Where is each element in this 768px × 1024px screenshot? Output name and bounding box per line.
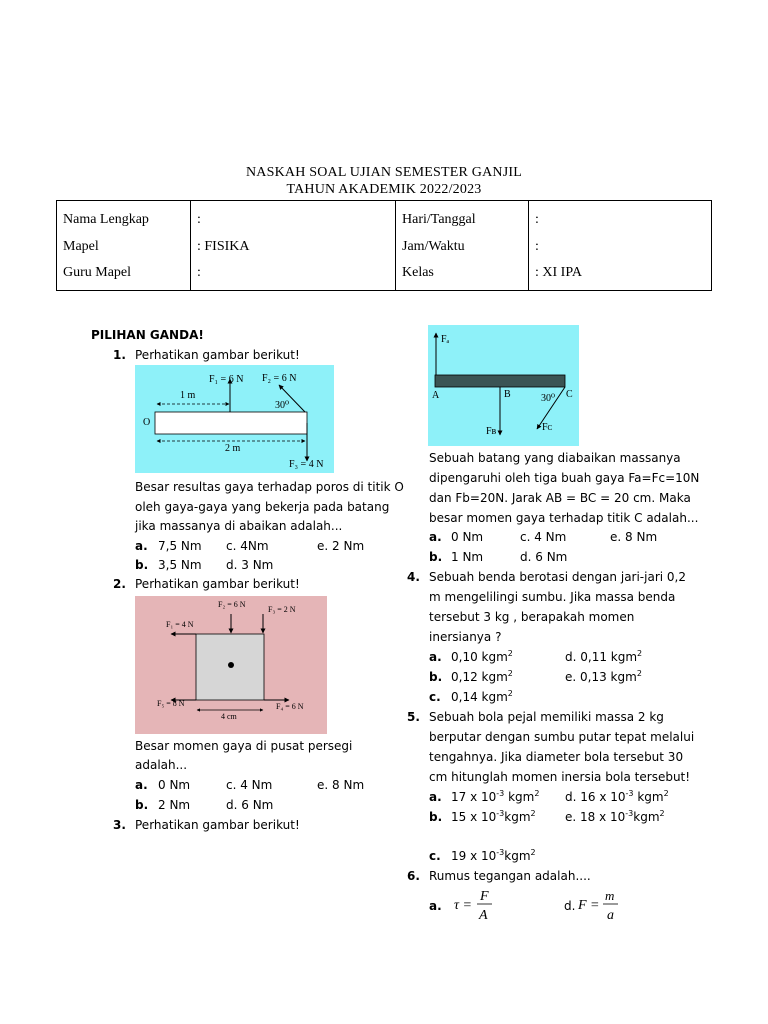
q2-number: 2. <box>113 577 126 591</box>
q6-formula-d-numerator: m <box>605 888 615 903</box>
q2-center-dot <box>228 662 234 668</box>
q2-side-label: 4 cm <box>221 712 237 721</box>
q4-option-a: 0,10 kgm$^2$ <box>451 649 513 664</box>
q2-text-2: adalah... <box>135 758 188 772</box>
q2-option-c: c. 4 Nm <box>226 778 273 792</box>
q3-number: 3. <box>113 818 126 832</box>
q2-option-d: d. 6 Nm <box>226 798 274 812</box>
q2-f5-label: F₅ = 8 N <box>157 699 185 708</box>
jam-value: : <box>535 238 539 254</box>
q4-option-b: 0,12 kgm$^2$ <box>451 669 513 684</box>
q5-option-d: d. 16 x $10^{-3}$ kgm$^2$ <box>565 789 669 804</box>
q3-option-a-letter: a. <box>429 530 442 544</box>
q5-text-3: tengahnya. Jika diameter bola tersebut 30 <box>429 750 684 764</box>
hari-value: : <box>535 212 539 227</box>
q1-text-2: oleh gaya-gaya yang bekerja pada batang <box>135 500 390 514</box>
q3-option-d: d. 6 Nm <box>520 550 568 564</box>
exam-title: NASKAH SOAL UJIAN SEMESTER GANJIL <box>246 165 522 180</box>
q2-f3-label: F₃ = 2 N <box>268 605 296 614</box>
mapel-value: : FISIKA <box>197 238 250 254</box>
q3-fc-label: Fᴄ <box>542 422 553 433</box>
q1-origin-label: O <box>143 417 151 428</box>
q6-formula-d-denominator: a <box>607 908 614 923</box>
guru-value: : <box>197 265 201 280</box>
q2-option-a-letter: a. <box>135 778 148 792</box>
q5-option-c-letter: c. <box>429 849 441 863</box>
nama-label: Nama Lengkap <box>63 212 149 227</box>
q1-option-a: 7,5 Nm <box>158 539 202 553</box>
q3-angle-label: 30⁰ <box>541 393 556 404</box>
q6-formula-a-lhs: τ = <box>454 898 472 913</box>
q2-option-e: e. 8 Nm <box>317 778 365 792</box>
q5-text-4: cm hitunglah momen inersia bola tersebut! <box>429 770 691 784</box>
q3-figure <box>428 325 579 446</box>
q1-text-1: Besar resultas gaya terhadap poros di titik O <box>135 480 404 494</box>
mapel-label: Mapel <box>63 238 99 254</box>
info-values-left <box>191 201 396 291</box>
q3-bar <box>435 375 565 387</box>
kelas-label: Kelas <box>402 265 434 280</box>
q2-option-b-letter: b. <box>135 798 149 812</box>
q1-option-a-letter: a. <box>135 539 148 553</box>
q1-f2-label: F₂ = 6 N <box>262 373 297 384</box>
info-labels-left <box>57 201 191 291</box>
q5-option-a: 17 x $10^{-3}$ kgm$^2$ <box>451 789 540 804</box>
q1-option-e: e. 2 Nm <box>317 539 365 553</box>
student-info-table <box>56 200 712 291</box>
q2-figure <box>135 596 327 734</box>
info-labels-right <box>396 201 529 291</box>
hari-label: Hari/Tanggal <box>402 212 476 227</box>
q4-option-a-letter: a. <box>429 650 442 664</box>
q1-option-d: d. 3 Nm <box>226 558 274 572</box>
q2-f1-label: F₁ = 4 N <box>166 620 194 629</box>
q4-option-d: d. 0,11 kgm$^2$ <box>565 649 643 664</box>
q3-prompt: Perhatikan gambar berikut! <box>135 818 300 832</box>
q3-text-3: dan Fb=20N. Jarak AB = BC = 20 cm. Maka <box>429 491 691 505</box>
q1-number: 1. <box>113 348 126 362</box>
q6-formula-a-numerator: F <box>480 889 489 904</box>
q4-option-b-letter: b. <box>429 670 443 684</box>
q3-option-b: 1 Nm <box>451 550 484 564</box>
q1-dim-2m-label: 2 m <box>225 443 241 454</box>
exam-subtitle: TAHUN AKADEMIK 2022/2023 <box>286 182 482 197</box>
q1-prompt: Perhatikan gambar berikut! <box>135 348 300 362</box>
q4-text-2: m mengelilingi sumbu. Jika massa benda <box>429 590 676 604</box>
q4-text-4: inersianya ? <box>429 630 502 644</box>
q5-option-c: 19 x $10^{-3}kgm^2$ <box>451 848 536 863</box>
q1-text-3: jika massanya di abaikan adalah... <box>135 519 343 533</box>
q2-f4-label: F₄ = 6 N <box>276 702 304 711</box>
q3-point-b: B <box>504 389 511 400</box>
q4-option-e: e. 0,13 kgm$^2$ <box>565 669 642 684</box>
q6-formula-a <box>452 885 502 927</box>
q4-text-3: tersebut 3 kg , berapakah momen <box>429 610 635 624</box>
q5-text-2: berputar dengan sumbu putar tepat melalui <box>429 730 695 744</box>
q6-number: 6. <box>407 869 420 883</box>
q2-text-1: Besar momen gaya di pusat persegi <box>135 739 353 753</box>
q6-prompt: Rumus tegangan adalah.... <box>429 869 591 883</box>
q4-option-c: 0,14 kgm$^2$ <box>451 689 513 704</box>
q1-bar <box>155 412 307 434</box>
section-title: PILIHAN GANDA! <box>91 328 204 342</box>
q4-text-1: Sebuah benda berotasi dengan jari-jari 0,2 <box>429 570 686 584</box>
q5-option-b: 15 x $10^{-3}kgm^2$ <box>451 809 536 824</box>
q3-text-4: besar momen gaya terhadap titik C adalah... <box>429 511 699 525</box>
q1-f1-label: F₁ = 6 N <box>209 374 244 385</box>
q3-point-a: A <box>432 390 440 401</box>
q1-option-b: 3,5 Nm <box>158 558 202 572</box>
q1-f3-label: F₃ = 4 N <box>289 459 324 470</box>
q1-angle-label: 30⁰ <box>275 400 290 411</box>
q5-option-a-letter: a. <box>429 790 442 804</box>
q5-option-e: e. 18 x $10^{-3}kgm^2$ <box>565 809 665 824</box>
q2-f2-label: F₂ = 6 N <box>218 600 246 609</box>
q3-option-a: 0 Nm <box>451 530 484 544</box>
q3-option-b-letter: b. <box>429 550 443 564</box>
q1-dim-1m-label: 1 m <box>180 390 196 401</box>
q3-option-e: e. 8 Nm <box>610 530 658 544</box>
q3-text-1: Sebuah batang yang diabaikan massanya <box>429 451 681 465</box>
q4-option-c-letter: c. <box>429 690 441 704</box>
q5-number: 5. <box>407 710 420 724</box>
q5-option-b-letter: b. <box>429 810 443 824</box>
kelas-value: : XI IPA <box>535 265 582 280</box>
q6-option-a-letter: a. <box>429 899 442 913</box>
q3-text-2: dipengaruhi oleh tiga buah gaya Fa=Fc=10N <box>429 471 700 485</box>
q1-option-c: c. 4Nm <box>226 539 269 553</box>
q6-formula-d-lhs: F = <box>578 898 600 913</box>
q1-figure <box>135 365 334 473</box>
q6-formula-d <box>576 885 626 927</box>
q6-option-d-letter: d. <box>564 899 576 913</box>
q2-option-b: 2 Nm <box>158 798 191 812</box>
q6-formula-a-denominator: A <box>479 908 488 923</box>
q3-point-c: C <box>566 389 573 400</box>
q3-fa-label: Fₐ <box>441 334 450 345</box>
q3-fb-label: Fʙ <box>486 426 497 437</box>
guru-label: Guru Mapel <box>63 265 132 280</box>
q2-prompt: Perhatikan gambar berikut! <box>135 577 300 591</box>
info-values-right <box>529 201 712 291</box>
jam-label: Jam/Waktu <box>402 238 465 254</box>
q3-option-c: c. 4 Nm <box>520 530 567 544</box>
nama-value: : <box>197 212 201 227</box>
q1-option-b-letter: b. <box>135 558 149 572</box>
q5-text-1: Sebuah bola pejal memiliki massa 2 kg <box>429 710 664 724</box>
q4-number: 4. <box>407 570 420 584</box>
q2-option-a: 0 Nm <box>158 778 191 792</box>
